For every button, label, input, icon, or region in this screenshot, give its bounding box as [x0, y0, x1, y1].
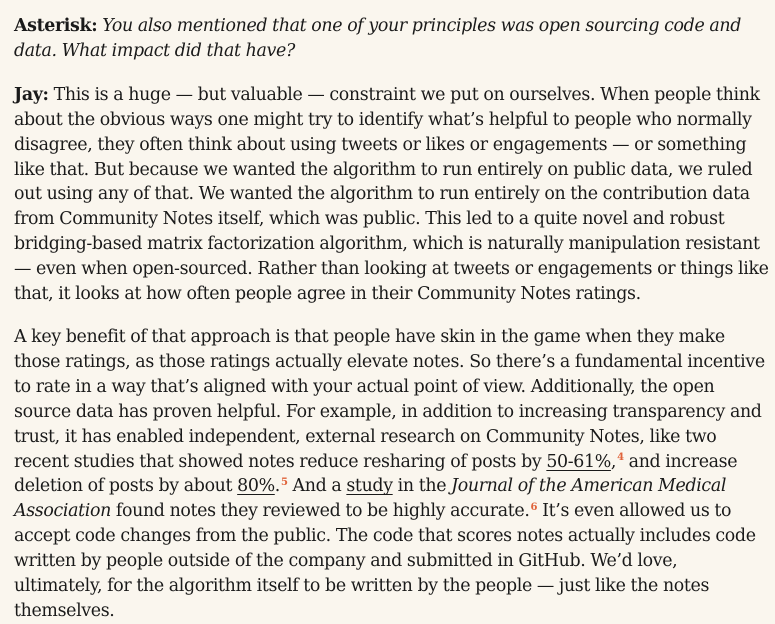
text-segment: found notes they reviewed to be highly accurate. — [110, 501, 530, 522]
text-segment: It’s even allowed us to accept code changes from the public. The code that scores notes actually includes code written by people outside of the company and submitted in GitHub. We’d love, ultimately, for the algorithm itself to be written by the people — just like the notes themselves. — [14, 501, 756, 621]
text-segment: in the — [392, 476, 452, 497]
answer-text-1: This is a huge — but valuable — constraint we put on ourselves. When people think about the obvious ways one might try to identify what’s helpful to people who normally disagree, they often think about using tweets or likes or engagements — or something like that. But because we wanted the algorithm to run entirely on public data, we ruled out using any of that. We wanted the algorithm to run entirely on the contribution data from Community Notes itself, which was public. This led to a quite novel and robust bridging-based matrix factorization algorithm, which is naturally manipulation resistant — even when open-sourced. Rather than looking at tweets or engagements or things like that, it looks at how often people agree in their Community Notes ratings. — [14, 84, 769, 305]
interview-question — [14, 14, 769, 64]
question-text: You also mentioned that one of your principles was open sourcing code and data. What impact did that have? — [14, 16, 742, 61]
text-segment: , — [610, 451, 617, 472]
footnote-6[interactable]: 6 — [530, 501, 538, 513]
speaker-asterisk: Asterisk: — [14, 16, 98, 36]
answer-paragraph-1 — [14, 83, 769, 307]
journal-name: Journal of the American Medical Association — [14, 476, 727, 522]
link-resharing-study[interactable]: 50-61% — [546, 451, 611, 472]
text-segment: A key benefit of that approach is that people have skin in the game when they make those ratings, as those ratings actually elevate notes. So there’s a fundamental incentive to rate in a way that’s aligned with your actual point of view. Additionally, the open source data has proven helpful. For example, in addition to increasing transparency and trust, it has enabled independent, external research on Community Notes, like two recent studies that showed notes reduce resharing of posts by — [14, 326, 765, 472]
text-segment: And a — [287, 476, 347, 497]
text-segment: . — [274, 476, 280, 497]
text-segment: and increase deletion of posts by about — [14, 451, 738, 497]
speaker-jay: Jay: — [14, 84, 49, 105]
footnote-4[interactable]: 4 — [617, 451, 624, 463]
footnote-5[interactable]: 5 — [280, 476, 288, 488]
answer-paragraph-2 — [14, 325, 769, 624]
link-jama-study[interactable]: study — [346, 476, 393, 497]
link-deletion-study[interactable]: 80% — [237, 476, 275, 497]
